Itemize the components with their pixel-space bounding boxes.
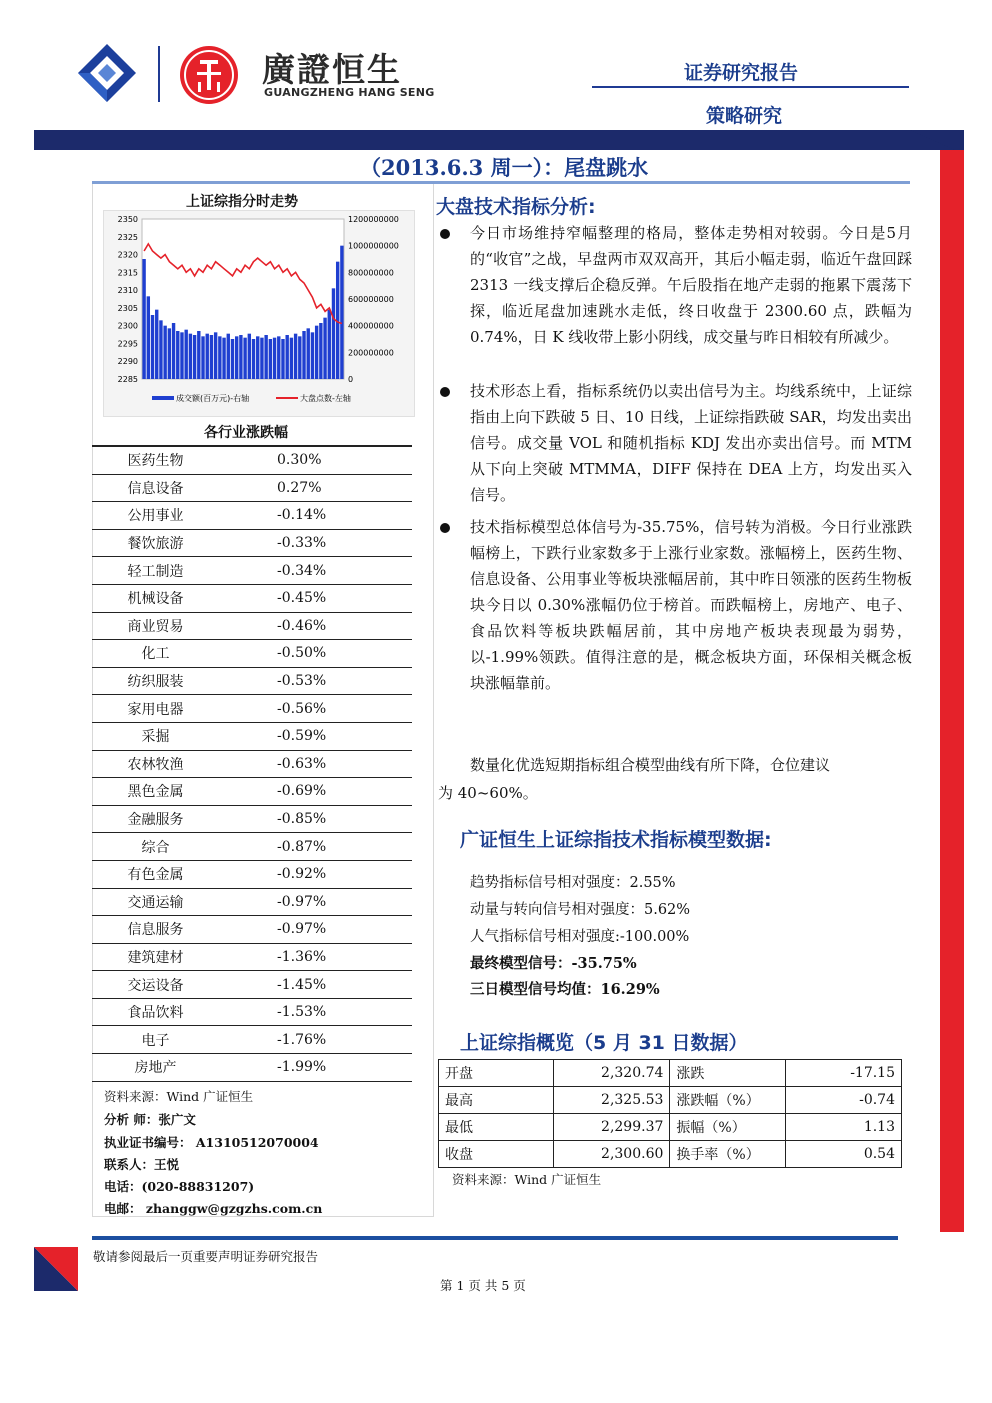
volume-bar <box>298 336 301 379</box>
header-band <box>34 130 964 150</box>
overview-value: -0.74 <box>786 1087 902 1114</box>
volume-bar <box>227 334 230 379</box>
overview-row <box>439 1087 902 1114</box>
industry-row <box>92 1026 412 1054</box>
industry-row <box>92 722 412 750</box>
y-left-tick-label: 2325 <box>117 232 138 242</box>
y-left-tick-label: 2310 <box>117 286 138 296</box>
quant-suggestion-line2: 为 40~60%。 <box>438 784 538 802</box>
industry-row <box>92 833 412 861</box>
volume-bar <box>197 331 200 379</box>
industry-change: -0.97% <box>219 916 412 944</box>
industry-change: -0.69% <box>219 778 412 806</box>
industry-row <box>92 640 412 668</box>
volume-bar <box>155 310 158 379</box>
volume-bar <box>193 335 196 379</box>
industry-row <box>92 529 412 557</box>
intraday-chart-svg <box>104 211 414 416</box>
industry-row <box>92 750 412 778</box>
industry-name: 轻工制造 <box>92 557 219 585</box>
analysis-paragraph: 技术指标模型总体信号为-35.75%，信号转为消极。今日行业涨跌幅榜上，下跌行业家数多于上涨行业家数。涨幅榜上，医药生物、信息设备、公用事业等板块涨幅居前，其中昨日领涨的医药生物板块今日以 0.30%涨幅仍位于榜首。而跌幅榜上，房地产、电子、食品饮料等板块跌幅居前，其中房地产板块表现最为弱势，以-1.99%领跌。值得注意的是，概念板块方面，环保相关概念板块涨幅靠前。 <box>470 518 912 692</box>
volume-bar <box>147 296 150 379</box>
industry-change: -1.76% <box>219 1026 412 1054</box>
volume-bar <box>159 320 162 379</box>
header-rule <box>592 86 909 88</box>
page-number: 第 1 页 共 5 页 <box>440 1278 526 1293</box>
industry-name: 采掘 <box>92 722 219 750</box>
y-left-tick-label: 2295 <box>117 339 138 349</box>
volume-bar <box>210 335 213 379</box>
volume-bar <box>163 326 166 379</box>
industry-change: -0.53% <box>219 667 412 695</box>
industry-row <box>92 888 412 916</box>
side-accent-bar <box>940 150 964 1232</box>
volume-bar <box>319 323 322 379</box>
industry-row <box>92 667 412 695</box>
industry-name: 纺织服装 <box>92 667 219 695</box>
overview-value: 0.54 <box>786 1141 902 1168</box>
intraday-chart <box>103 210 415 417</box>
model-data-heading: 广证恒生上证综指技术指标模型数据: <box>460 829 772 851</box>
y-right-tick-label: 600000000 <box>348 295 394 304</box>
volume-bar <box>302 331 305 379</box>
industry-name: 家用电器 <box>92 695 219 723</box>
industry-change: -0.14% <box>219 502 412 530</box>
volume-bar <box>172 323 175 379</box>
overview-value: -17.15 <box>786 1060 902 1087</box>
volume-bar <box>201 336 204 379</box>
industry-name: 黑色金属 <box>92 778 219 806</box>
legend-price-label: 大盘点数-左轴 <box>300 394 351 403</box>
final-signal: 最终模型信号：-35.75% <box>470 955 637 972</box>
report-title: （2013.6.3 周一）：尾盘跳水 <box>360 155 649 180</box>
industry-name: 信息设备 <box>92 474 219 502</box>
industry-name: 电子 <box>92 1026 219 1054</box>
volume-bar <box>222 338 225 379</box>
y-left-tick-label: 2315 <box>117 268 138 278</box>
overview-label: 最高 <box>439 1087 554 1114</box>
overview-row <box>439 1114 902 1141</box>
report-category: 策略研究 <box>706 105 783 127</box>
overview-label: 涨跌幅（%） <box>670 1087 786 1114</box>
volume-bar <box>281 339 284 379</box>
email-link[interactable]: 电邮： zhanggw@gzgzhs.com.cn <box>104 1201 323 1216</box>
industry-row <box>92 971 412 999</box>
volume-bar <box>264 335 267 379</box>
industry-change: -0.63% <box>219 750 412 778</box>
industry-row <box>92 860 412 888</box>
industry-row <box>92 943 412 971</box>
logo-divider <box>158 46 160 102</box>
volume-bar <box>180 332 183 379</box>
industry-change: -0.46% <box>219 612 412 640</box>
industry-name: 金融服务 <box>92 805 219 833</box>
footer-triangle <box>34 1247 78 1291</box>
volume-bar <box>189 334 192 379</box>
footer-rule <box>92 1236 898 1240</box>
overview-label: 开盘 <box>439 1060 554 1087</box>
industry-change: -0.59% <box>219 722 412 750</box>
volume-bar <box>269 339 272 379</box>
overview-label: 涨跌 <box>670 1060 786 1087</box>
volume-bar <box>214 332 217 379</box>
volume-bar <box>218 336 221 379</box>
volume-bar <box>176 331 179 379</box>
y-left-tick-label: 2350 <box>117 215 138 224</box>
volume-bar <box>243 338 246 379</box>
company-logo-icon <box>76 42 138 104</box>
industry-change: -0.85% <box>219 805 412 833</box>
industry-table-title: 各行业涨跌幅 <box>204 425 288 441</box>
overview-source: 资料来源：Wind 广证恒生 <box>452 1172 602 1187</box>
overview-value: 2,325.53 <box>554 1087 670 1114</box>
license-number: 执业证书编号： A1310512070004 <box>104 1135 319 1150</box>
y-right-tick-label: 800000000 <box>348 268 394 278</box>
trend-signal: 趋势指标信号相对强度：2.55% <box>470 875 676 891</box>
industry-row <box>92 584 412 612</box>
volume-bar <box>307 328 310 379</box>
y-right-tick-label: 1200000000 <box>348 215 399 224</box>
y-right-tick-label: 200000000 <box>348 348 394 358</box>
industry-name: 公用事业 <box>92 502 219 530</box>
bullet-icon <box>440 229 450 239</box>
volume-bar <box>315 326 318 379</box>
industry-name: 交运设备 <box>92 971 219 999</box>
industry-name: 有色金属 <box>92 860 219 888</box>
y-left-tick-label: 2305 <box>117 303 138 313</box>
overview-heading: 上证综指概览（5 月 31 日数据） <box>460 1032 748 1054</box>
industry-row <box>92 695 412 723</box>
industry-row <box>92 916 412 944</box>
industry-change: -0.92% <box>219 860 412 888</box>
volume-bar <box>151 315 154 379</box>
volume-bar <box>260 338 263 379</box>
volume-bar <box>290 338 293 379</box>
industry-change: -0.45% <box>219 584 412 612</box>
brand-seal-icon <box>178 44 240 106</box>
sentiment-signal: 人气指标信号相对强度:-100.00% <box>470 929 690 945</box>
volume-bar <box>239 335 242 379</box>
y-right-tick-label: 1000000000 <box>348 241 399 251</box>
volume-bar <box>311 332 314 379</box>
volume-bar <box>252 339 255 379</box>
industry-change: -1.53% <box>219 998 412 1026</box>
industry-name: 医药生物 <box>92 446 219 474</box>
quant-suggestion-line1: 数量化优选短期指标组合模型曲线有所下降，仓位建议 <box>470 756 831 774</box>
analysis-paragraph: 今日市场维持窄幅整理的格局，整体走势相对较弱。今日是5月的“收官”之战，早盘两市双双高开，其后小幅走弱，临近午盘回踩 2313 一线支撑后企稳反弹。午后股指在地产走弱的拖累下震荡下探，临近尾盘加速跳水走低，终日收盘于 2300.60 点，跌幅为 0.74%，日 K 线收带上影小阴线，成交量与昨日相较有所减少。 <box>470 224 912 346</box>
chart-title: 上证综指分时走势 <box>186 194 298 210</box>
overview-table <box>438 1059 902 1168</box>
y-left-tick-label: 2290 <box>117 357 138 367</box>
overview-label: 最低 <box>439 1114 554 1141</box>
industry-name: 商业贸易 <box>92 612 219 640</box>
volume-bar <box>273 338 276 379</box>
legend-volume-label: 成交额(百万元)-右轴 <box>176 394 250 403</box>
industry-row <box>92 778 412 806</box>
industry-name: 机械设备 <box>92 584 219 612</box>
overview-value: 2,300.60 <box>554 1141 670 1168</box>
industry-change: -0.50% <box>219 640 412 668</box>
overview-value: 1.13 <box>786 1114 902 1141</box>
source-note: 资料来源：Wind 广证恒生 <box>104 1089 254 1104</box>
analysis-paragraph: 技术形态上看，指标系统仍以卖出信号为主。均线系统中，上证综指由上向下跌破 5 日、10 日线，上证综指跌破 SAR，均发出卖出信号。成交量 VOL 和随机指标 KDJ 发出亦卖出信号。而 MTM 从下向上突破 MTMMA，DIFF 保持在 DEA 上方，均发出买入信号。 <box>470 382 912 504</box>
industry-name: 食品饮料 <box>92 998 219 1026</box>
bullet-icon <box>440 523 450 533</box>
industry-row <box>92 1054 412 1082</box>
industry-name: 交通运输 <box>92 888 219 916</box>
legend-volume-swatch <box>152 396 174 400</box>
volume-bar <box>168 328 171 379</box>
overview-label: 振幅（%） <box>670 1114 786 1141</box>
y-left-tick-label: 2300 <box>117 321 138 331</box>
industry-change: 0.30% <box>219 446 412 474</box>
industry-row <box>92 474 412 502</box>
contact-person: 联系人：王悦 <box>104 1157 180 1172</box>
three-day-avg-signal: 三日模型信号均值：16.29% <box>470 981 660 998</box>
industry-row <box>92 557 412 585</box>
industry-name: 房地产 <box>92 1054 219 1082</box>
volume-bar <box>231 339 234 379</box>
industry-change: -0.97% <box>219 888 412 916</box>
overview-row <box>439 1141 902 1168</box>
industry-name: 农林牧渔 <box>92 750 219 778</box>
industry-change: -0.56% <box>219 695 412 723</box>
volume-bar <box>323 318 326 379</box>
industry-name: 信息服务 <box>92 916 219 944</box>
industry-change: -0.34% <box>219 557 412 585</box>
phone: 电话：(020-88831207) <box>104 1179 255 1194</box>
volume-bar <box>142 259 145 379</box>
brand-name-en: GUANGZHENG HANG SENG <box>264 86 435 99</box>
volume-bar <box>294 334 297 379</box>
volume-bar <box>277 336 280 379</box>
industry-change: -0.87% <box>219 833 412 861</box>
industry-name: 化工 <box>92 640 219 668</box>
report-type: 证券研究报告 <box>684 62 799 84</box>
tech-analysis-heading: 大盘技术指标分析: <box>436 196 596 218</box>
brand-name-cn: 廣證恒生 <box>262 50 402 89</box>
industry-change: -0.33% <box>219 529 412 557</box>
industry-name: 建筑建材 <box>92 943 219 971</box>
volume-bar <box>206 334 209 379</box>
industry-table <box>92 445 412 1082</box>
bullet-icon <box>440 387 450 397</box>
industry-name: 餐饮旅游 <box>92 529 219 557</box>
volume-bar <box>328 310 331 379</box>
industry-change: -1.36% <box>219 943 412 971</box>
y-right-tick-label: 400000000 <box>348 321 394 331</box>
overview-value: 2,299.37 <box>554 1114 670 1141</box>
overview-label: 收盘 <box>439 1141 554 1168</box>
legend-price-swatch <box>276 397 298 399</box>
y-left-tick-label: 2285 <box>117 375 138 384</box>
analyst: 分析 师：张广文 <box>104 1112 196 1127</box>
industry-change: -1.45% <box>219 971 412 999</box>
industry-row <box>92 502 412 530</box>
industry-row <box>92 805 412 833</box>
volume-bar <box>285 335 288 379</box>
momentum-signal: 动量与转向信号相对强度：5.62% <box>470 902 691 918</box>
volume-bar <box>184 330 187 379</box>
overview-value: 2,320.74 <box>554 1060 670 1087</box>
y-right-tick-label: 0 <box>348 375 354 384</box>
industry-name: 综合 <box>92 833 219 861</box>
volume-bar <box>340 246 343 379</box>
volume-bar <box>248 334 251 379</box>
overview-label: 换手率（%） <box>670 1141 786 1168</box>
industry-row <box>92 612 412 640</box>
y-left-tick-label: 2320 <box>117 250 138 260</box>
volume-bar <box>332 288 335 379</box>
industry-change: -1.99% <box>219 1054 412 1082</box>
volume-bar <box>256 336 259 379</box>
disclaimer-note: 敬请参阅最后一页重要声明证券研究报告 <box>93 1249 319 1264</box>
industry-row <box>92 446 412 474</box>
industry-row <box>92 998 412 1026</box>
industry-change: 0.27% <box>219 474 412 502</box>
overview-row <box>439 1060 902 1087</box>
volume-bar <box>235 336 238 379</box>
